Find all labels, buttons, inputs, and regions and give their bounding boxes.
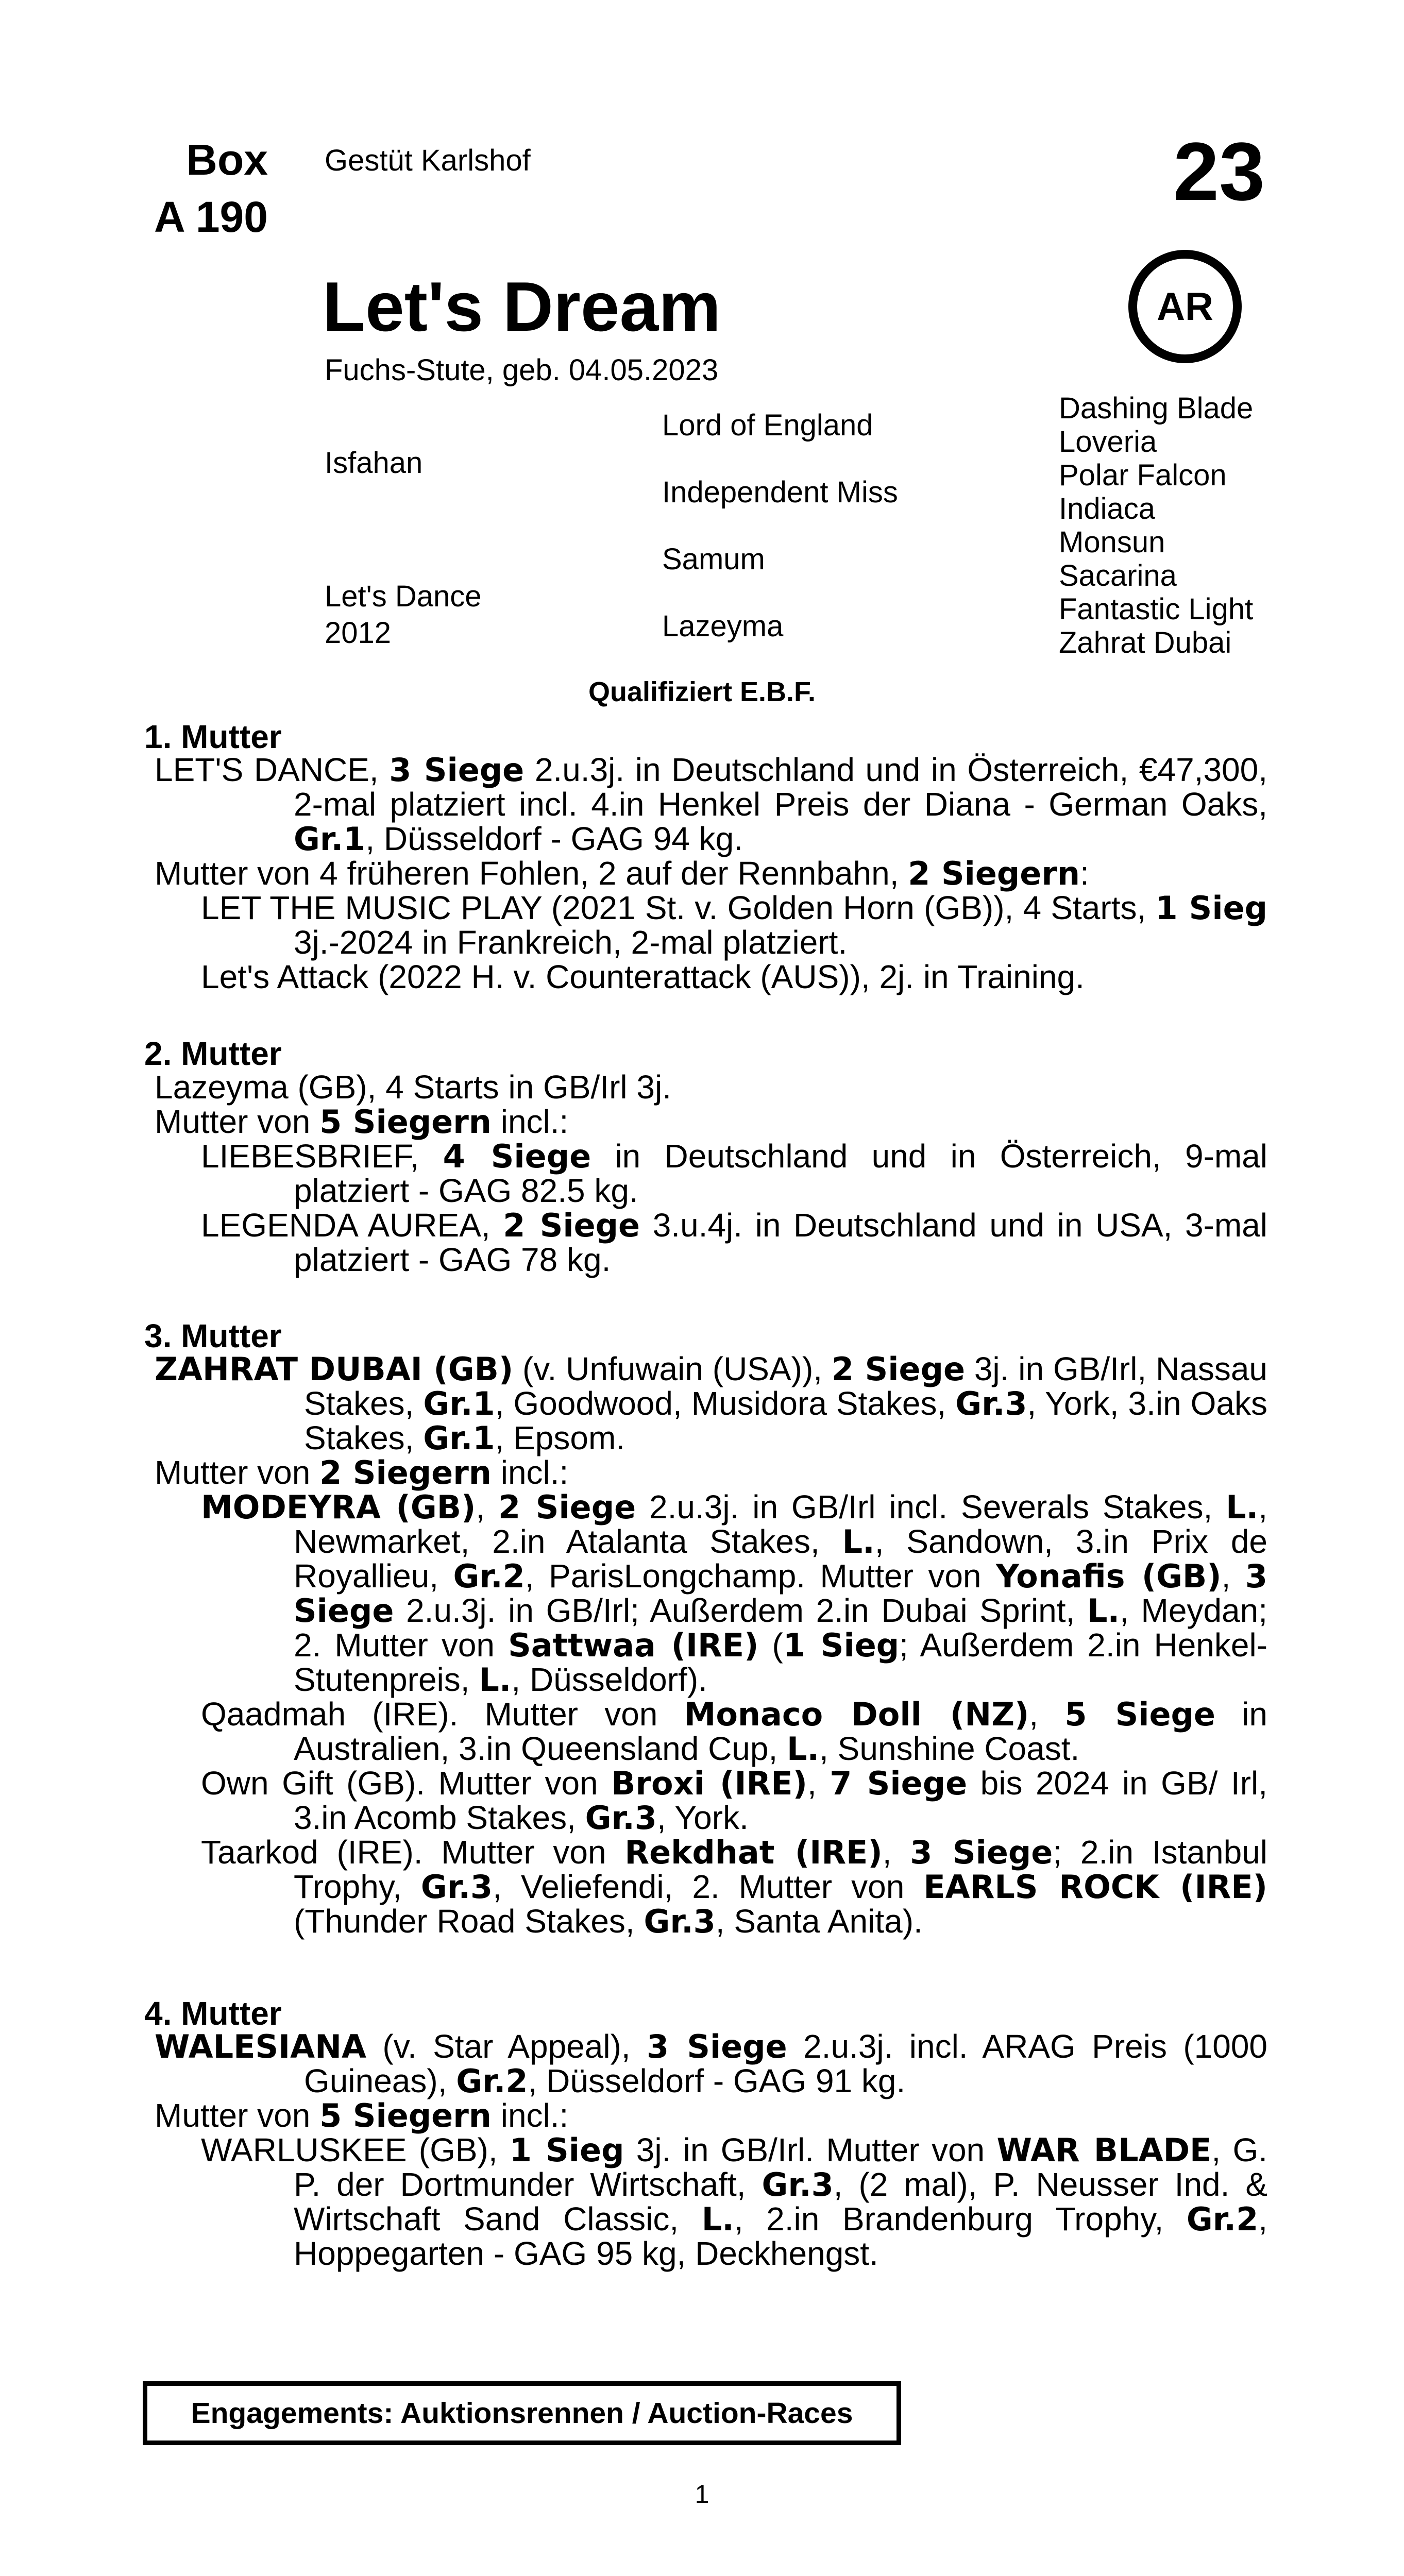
pedigree-grandparent: Samum — [662, 543, 765, 576]
section-title-1: 1. Mutter — [144, 718, 282, 755]
section-1-paragraph: Mutter von 4 früheren Fohlen, 2 auf der Rennbahn, 2 Siegern: — [155, 855, 1089, 892]
pedigree-great-grandparent: Indiaca — [1059, 492, 1156, 526]
section-4-paragraph: WALESIANA (v. Star Appeal), 3 Siege 2.u.3j. incl. ARAG Preis (1000 Guineas), Gr.2, Düsseldorf - GAG 91 kg. — [155, 2028, 1267, 2100]
section-4-paragraph: Mutter von 5 Siegern incl.: — [155, 2097, 569, 2134]
section-2-paragraph: LEGENDA AUREA, 2 Siege 3.u.4j. in Deutschland und in USA, 3-mal platziert - GAG 78 kg. — [201, 1207, 1267, 1278]
horse-name: Let's Dream — [323, 267, 721, 346]
section-3-paragraph: MODEYRA (GB), 2 Siege 2.u.3j. in GB/Irl incl. Severals Stakes, L., Newmarket, 2.in Atalanta Stakes, L., Sandown, 3.in Prix de Royallieu, Gr.2, ParisLongchamp. Mutter von Yonafis (GB), 3 Siege 2.u.3j. in GB/Irl; Außerdem 2.in Dubai Sprint, L., Meydan; 2. Mutter von Sattwaa (IRE) (1 Sieg; Außerdem 2.in Henkel-Stutenpreis, L., Düsseldorf). — [201, 1488, 1268, 1699]
section-title-4: 4. Mutter — [144, 1995, 282, 2032]
engagements-box — [143, 2381, 901, 2445]
pedigree-great-grandparent: Monsun — [1059, 526, 1165, 559]
section-2-paragraph: Lazeyma (GB), 4 Starts in GB/Irl 3j. — [155, 1069, 671, 1106]
pedigree-dam: Let's Dance — [325, 580, 482, 613]
pedigree-dam-year: 2012 — [325, 616, 392, 650]
engagements-text: Engagements: Auktionsrennen / Auction-Races — [191, 2397, 853, 2430]
pedigree-great-grandparent: Fantastic Light — [1059, 592, 1254, 626]
box-number: A 190 — [154, 193, 268, 241]
pedigree-great-grandparent: Zahrat Dubai — [1059, 626, 1232, 659]
pedigree-sire: Isfahan — [325, 446, 423, 480]
ar-badge — [1128, 250, 1242, 363]
pedigree-grandparent: Lord of England — [662, 409, 873, 442]
section-2-paragraph: LIEBESBRIEF, 4 Siege in Deutschland und in Österreich, 9-mal platziert - GAG 82.5 kg. — [201, 1138, 1267, 1209]
breeder: Gestüt Karlshof — [325, 144, 531, 177]
pedigree-grandparent: Lazeyma — [662, 609, 784, 643]
horse-description: Fuchs-Stute, geb. 04.05.2023 — [325, 353, 719, 387]
ar-badge-text: AR — [1157, 284, 1213, 329]
section-3-paragraph: Qaadmah (IRE). Mutter von Monaco Doll (NZ), 5 Siege in Australien, 3.in Queensland Cup, L., Sunshine Coast. — [201, 1696, 1268, 1768]
section-3-paragraph: Taarkod (IRE). Mutter von Rekdhat (IRE), 3 Siege; 2.in Istanbul Trophy, Gr.3, Veliefendi, 2. Mutter von EARLS ROCK (IRE) (Thunder Road Stakes, Gr.3, Santa Anita). — [201, 1834, 1268, 1940]
section-title-2: 2. Mutter — [144, 1035, 282, 1072]
section-1-paragraph: LET THE MUSIC PLAY (2021 St. v. Golden Horn (GB)), 4 Starts, 1 Sieg 3j.-2024 in Frankreich, 2-mal platziert. — [201, 889, 1268, 961]
section-2-paragraph: Mutter von 5 Siegern incl.: — [155, 1103, 569, 1141]
pedigree-great-grandparent: Sacarina — [1059, 559, 1177, 592]
page-number: 1 — [695, 2480, 709, 2509]
pedigree-great-grandparent: Loveria — [1059, 425, 1157, 459]
pedigree-great-grandparent: Polar Falcon — [1059, 459, 1227, 492]
section-3-paragraph: Own Gift (GB). Mutter von Broxi (IRE), 7 Siege bis 2024 in GB/ Irl, 3.in Acomb Stakes, Gr.3, York. — [201, 1765, 1268, 1837]
lot-number: 23 — [1173, 125, 1265, 217]
section-1-paragraph: Let's Attack (2022 H. v. Counterattack (AUS)), 2j. in Training. — [201, 958, 1085, 995]
section-4-paragraph: WARLUSKEE (GB), 1 Sieg 3j. in GB/Irl. Mutter von WAR BLADE, G. P. der Dortmunder Wirtschaft, Gr.3, (2 mal), P. Neusser Ind. & Wirtschaft Sand Classic, L., 2.in Brandenburg Trophy, Gr.2, Hoppegarten - GAG 95 kg, Deckhengst. — [201, 2131, 1268, 2272]
pedigree-grandparent: Independent Miss — [662, 476, 898, 509]
box-label: Box — [186, 135, 268, 184]
section-3-paragraph: Mutter von 2 Siegern incl.: — [155, 1454, 569, 1492]
section-1-paragraph: LET'S DANCE, 3 Siege 2.u.3j. in Deutschland und in Österreich, €47,300, 2-mal platziert incl. 4.in Henkel Preis der Diana - German Oaks, Gr.1, Düsseldorf - GAG 94 kg. — [155, 751, 1267, 858]
pedigree-great-grandparent: Dashing Blade — [1059, 392, 1254, 425]
qualification: Qualifiziert E.B.F. — [588, 676, 816, 707]
section-3-paragraph: ZAHRAT DUBAI (GB) (v. Unfuwain (USA)), 2 Siege 3j. in GB/Irl, Nassau Stakes, Gr.1, Goodwood, Musidora Stakes, Gr.3, York, 3.in Oaks Stakes, Gr.1, Epsom. — [155, 1350, 1268, 1457]
section-title-3: 3. Mutter — [144, 1317, 282, 1354]
